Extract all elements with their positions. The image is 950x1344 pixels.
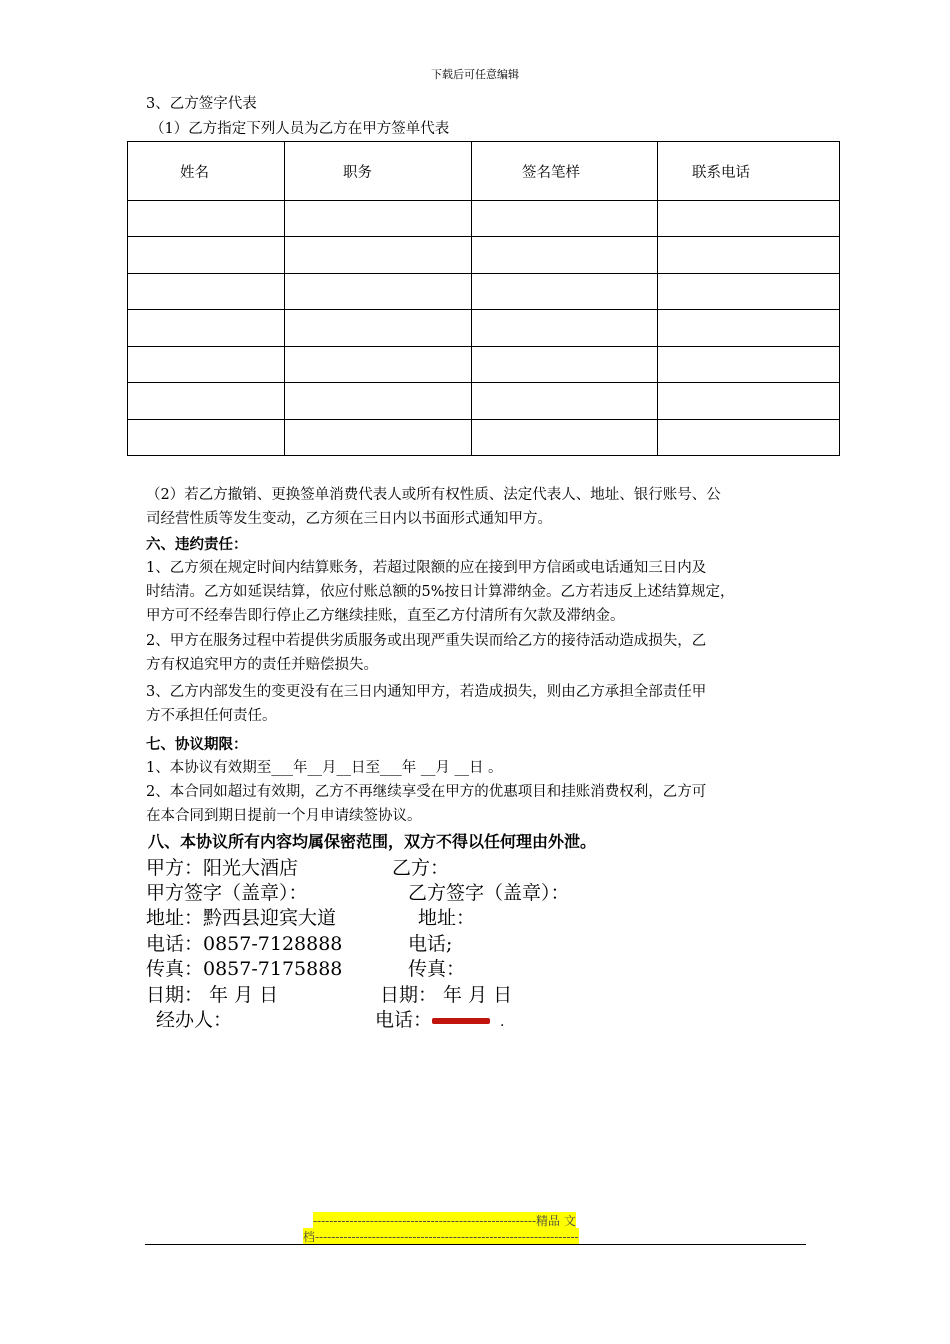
table-cell[interactable]: [128, 383, 285, 419]
agent-phone-end: .: [500, 1014, 505, 1030]
section7-p2-line1: 2、本合同如超过有效期，乙方不再继续享受在甲方的优惠项目和挂账消费权利，乙方可: [146, 784, 707, 800]
sign-a: 甲方签字（盖章）：: [146, 882, 308, 904]
section7-p1: 1、本协议有效期至___年__月__日至___年 __月 __日 。: [146, 760, 503, 776]
table-cell[interactable]: [472, 383, 658, 419]
footer-line1: -------------------------------------------------------精品 文: [313, 1214, 576, 1228]
section3-sub2-line1: （2）若乙方撤销、更换签单消费代表人或所有权性质、法定代表人、地址、银行账号、公: [146, 487, 721, 503]
table-cell[interactable]: [472, 273, 658, 309]
agent-label: 经办人：: [156, 1009, 233, 1031]
footer-divider: [145, 1244, 806, 1245]
date-b: 日期： 年 月 日: [380, 984, 513, 1006]
table-cell[interactable]: [472, 310, 658, 346]
fax-a: 传真：0857-7175888: [146, 958, 343, 980]
party-b: 乙方：: [392, 857, 450, 879]
section6-p3-line2: 方不承担任何责任。: [146, 708, 277, 724]
section3-sub2-line2: 司经营性质等发生变动，乙方须在三日内以书面形式通知甲方。: [146, 511, 552, 527]
table-cell[interactable]: [285, 383, 472, 419]
table-cell[interactable]: [128, 310, 285, 346]
section7-title: 七、协议期限：: [146, 737, 248, 753]
table-cell[interactable]: [658, 201, 840, 237]
section6-p3-line1: 3、乙方内部发生的变更没有在三日内通知甲方，若造成损失，则由乙方承担全部责任甲: [146, 684, 707, 700]
section7-p2-line2: 在本合同到期日提前一个月申请续签协议。: [146, 808, 422, 824]
table-row: [128, 201, 840, 237]
table-row: [128, 310, 840, 346]
section6-title: 六、违约责任：: [146, 537, 248, 553]
header-signature-sample: 签名笔样: [472, 142, 658, 201]
address-a: 地址：黔西县迎宾大道: [146, 907, 337, 929]
party-a: 甲方：阳光大酒店: [146, 857, 299, 879]
table-cell[interactable]: [472, 201, 658, 237]
table-cell[interactable]: [658, 237, 840, 273]
table-row: [128, 383, 840, 419]
phone-a: 电话：0857-7128888: [146, 933, 343, 955]
section3-sub1: （1）乙方指定下列人员为乙方在甲方签单代表: [150, 121, 450, 137]
agent-phone: [375, 1005, 504, 1032]
footer-line2: 档-----------------------------------------------------------------: [303, 1230, 579, 1244]
agent-phone-label: 电话：: [375, 1009, 433, 1031]
table-row: [128, 237, 840, 273]
header-name: 姓名: [128, 142, 285, 201]
table-cell[interactable]: [658, 383, 840, 419]
phone-b: 电话;: [408, 933, 453, 955]
table-cell[interactable]: [128, 346, 285, 382]
date-a: 日期： 年 月 日: [146, 984, 279, 1006]
section6-p2-line2: 方有权追究甲方的责任并赔偿损失。: [146, 657, 378, 673]
table-header-row: [128, 142, 840, 201]
table-cell[interactable]: [285, 419, 472, 455]
section6-p1-line1: 1、乙方须在规定时间内结算账务，若超过限额的应在接到甲方信函或电话通知三日内及: [146, 560, 707, 576]
fax-b: 传真：: [408, 958, 466, 980]
sign-b: 乙方签字（盖章）：: [408, 882, 570, 904]
section6-p1-line2: 时结清。乙方如延误结算，依应付账总额的5%按日计算滞纳金。乙方若违反上述结算规定，: [146, 584, 735, 600]
table-cell[interactable]: [472, 419, 658, 455]
table-cell[interactable]: [285, 273, 472, 309]
header-note: 下载后可任意编辑: [431, 68, 519, 81]
address-b: 地址：: [418, 907, 476, 929]
section3-title: 3、乙方签字代表: [146, 96, 257, 112]
table-row: [128, 346, 840, 382]
redacted-phone-bar: [432, 1018, 490, 1024]
table-cell[interactable]: [658, 346, 840, 382]
table-cell[interactable]: [285, 346, 472, 382]
section6-p2-line1: 2、甲方在服务过程中若提供劣质服务或出现严重失误而给乙方的接待活动造成损失，乙: [146, 633, 707, 649]
table-cell[interactable]: [658, 310, 840, 346]
table-cell[interactable]: [128, 273, 285, 309]
table-cell[interactable]: [285, 310, 472, 346]
section6-p1-line3: 甲方可不经奉告即行停止乙方继续挂账，直至乙方付清所有欠款及滞纳金。: [146, 608, 625, 624]
table-cell[interactable]: [285, 201, 472, 237]
table-cell[interactable]: [472, 237, 658, 273]
table-cell[interactable]: [472, 346, 658, 382]
table-cell[interactable]: [285, 237, 472, 273]
table-cell[interactable]: [128, 237, 285, 273]
table-cell[interactable]: [128, 419, 285, 455]
header-title: 职务: [285, 142, 472, 201]
table-row: [128, 419, 840, 455]
table-cell[interactable]: [658, 273, 840, 309]
table-cell[interactable]: [658, 419, 840, 455]
signer-table: [127, 141, 840, 456]
table-cell[interactable]: [128, 201, 285, 237]
header-phone: 联系电话: [658, 142, 840, 201]
table-row: [128, 273, 840, 309]
section8-title: 八、本协议所有内容均属保密范围，双方不得以任何理由外泄。: [148, 832, 597, 851]
